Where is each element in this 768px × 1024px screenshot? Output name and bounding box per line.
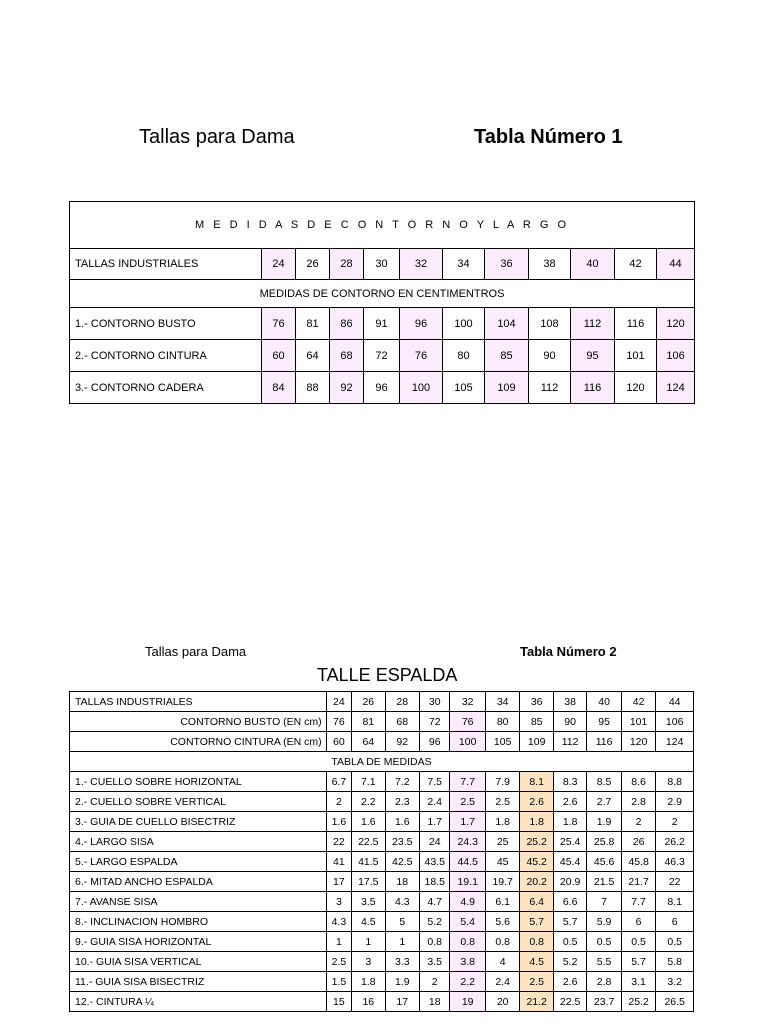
value-cell: 0.5	[621, 932, 655, 952]
table-row	[70, 712, 694, 732]
value-cell: 4.5	[352, 912, 385, 932]
value-cell: 81	[296, 308, 330, 340]
size-cell: 40	[571, 249, 615, 280]
row-label: 3.- GUIA DE CUELLO BISECTRIZ	[70, 812, 327, 832]
value-cell: 95	[587, 712, 621, 732]
value-cell: 5.4	[450, 912, 486, 932]
value-cell: 105	[443, 372, 485, 404]
value-cell: 112	[571, 308, 615, 340]
value-cell: 32	[450, 692, 486, 712]
value-cell: 2	[656, 812, 694, 832]
value-cell: 6.1	[485, 892, 519, 912]
value-cell: 45	[485, 852, 519, 872]
table-row	[70, 972, 694, 992]
value-cell: 5.5	[587, 952, 621, 972]
value-cell: 43.5	[420, 852, 450, 872]
value-cell: 25.2	[520, 832, 553, 852]
page-title-right: Tabla Número 1	[474, 126, 623, 148]
value-cell: 0.8	[520, 932, 553, 952]
value-cell: 4.5	[520, 952, 553, 972]
value-cell: 1	[385, 932, 419, 952]
value-cell: 112	[553, 732, 586, 752]
table-row	[70, 732, 694, 752]
value-cell: 6.6	[553, 892, 586, 912]
value-cell: 18	[420, 992, 450, 1012]
value-cell: 2.5	[520, 972, 553, 992]
value-cell: 1.8	[553, 812, 586, 832]
value-cell: 8.6	[621, 772, 655, 792]
value-cell: 105	[485, 732, 519, 752]
value-cell: 6	[621, 912, 655, 932]
size-cell: 34	[443, 249, 485, 280]
value-cell: 0.5	[553, 932, 586, 952]
value-cell: 26.5	[656, 992, 694, 1012]
value-cell: 6	[656, 912, 694, 932]
value-cell: 7.5	[420, 772, 450, 792]
value-cell: 19	[450, 992, 486, 1012]
size-cell: 38	[529, 249, 571, 280]
value-cell: 0.5	[656, 932, 694, 952]
value-cell: 76	[450, 712, 486, 732]
value-cell: 42.5	[385, 852, 419, 872]
value-cell: 5.7	[621, 952, 655, 972]
value-cell: 60	[326, 732, 351, 752]
row-label: 3.- CONTORNO CADERA	[70, 372, 262, 404]
value-cell: 23.5	[385, 832, 419, 852]
value-cell: 46.3	[656, 852, 694, 872]
section2-title-left: Tallas para Dama	[145, 644, 247, 659]
value-cell: 76	[400, 340, 443, 372]
value-cell: 41	[326, 852, 351, 872]
value-cell: 25.8	[587, 832, 621, 852]
value-cell: 1.8	[520, 812, 553, 832]
value-cell: 21.7	[621, 872, 655, 892]
value-cell: 116	[615, 308, 657, 340]
value-cell: 26.2	[656, 832, 694, 852]
value-cell: 1.6	[326, 812, 351, 832]
value-cell: 106	[657, 340, 695, 372]
value-cell: 112	[529, 372, 571, 404]
value-cell: 38	[553, 692, 586, 712]
value-cell: 45.2	[520, 852, 553, 872]
value-cell: 24.3	[450, 832, 486, 852]
size-cell: 36	[485, 249, 529, 280]
size-cell: 24	[262, 249, 296, 280]
value-cell: 3	[352, 952, 385, 972]
size-cell: 26	[296, 249, 330, 280]
value-cell: 4.9	[450, 892, 486, 912]
value-cell: 22.5	[352, 832, 385, 852]
value-cell: 25.2	[621, 992, 655, 1012]
value-cell: 3.3	[385, 952, 419, 972]
value-cell: 15	[326, 992, 351, 1012]
value-cell: 17	[385, 992, 419, 1012]
value-cell: 106	[656, 712, 694, 732]
value-cell: 17	[326, 872, 351, 892]
value-cell: 101	[615, 340, 657, 372]
value-cell: 6.4	[520, 892, 553, 912]
value-cell: 1.9	[385, 972, 419, 992]
size-cell: 30	[364, 249, 400, 280]
value-cell: 40	[587, 692, 621, 712]
row-label: 4.- LARGO SISA	[70, 832, 327, 852]
value-cell: 68	[385, 712, 419, 732]
value-cell: 21.5	[587, 872, 621, 892]
size-cell: 44	[657, 249, 695, 280]
value-cell: 22	[326, 832, 351, 852]
value-cell: 120	[657, 308, 695, 340]
value-cell: 84	[262, 372, 296, 404]
value-cell: 0.8	[420, 932, 450, 952]
table-row	[70, 792, 694, 812]
value-cell: 100	[450, 732, 486, 752]
value-cell: 109	[485, 372, 529, 404]
value-cell: 2.7	[587, 792, 621, 812]
section2-center-title: TALLE ESPALDA	[317, 665, 458, 685]
value-cell: 45.6	[587, 852, 621, 872]
table-row	[70, 372, 695, 404]
value-cell: 0.8	[450, 932, 486, 952]
value-cell: 7	[587, 892, 621, 912]
value-cell: 96	[364, 372, 400, 404]
value-cell: 18	[385, 872, 419, 892]
value-cell: 3.5	[352, 892, 385, 912]
value-cell: 4.7	[420, 892, 450, 912]
value-cell: 76	[262, 308, 296, 340]
value-cell: 3.1	[621, 972, 655, 992]
value-cell: 3.2	[656, 972, 694, 992]
value-cell: 8.5	[587, 772, 621, 792]
value-cell: 5.7	[553, 912, 586, 932]
row-label: 9.- GUIA SISA HORIZONTAL	[70, 932, 327, 952]
value-cell: 2	[621, 812, 655, 832]
table-row	[70, 872, 694, 892]
value-cell: 2.4	[420, 792, 450, 812]
value-cell: 7.9	[485, 772, 519, 792]
value-cell: 1.7	[450, 812, 486, 832]
table2-sizes-row	[70, 692, 694, 712]
value-cell: 25.4	[553, 832, 586, 852]
value-cell: 85	[520, 712, 553, 732]
value-cell: 41.5	[352, 852, 385, 872]
value-cell: 5	[385, 912, 419, 932]
table-row	[70, 308, 695, 340]
value-cell: 4.3	[326, 912, 351, 932]
value-cell: 2.6	[553, 972, 586, 992]
size-cell: 32	[400, 249, 443, 280]
back-measurements-table	[69, 691, 694, 1012]
row-label: 7.- AVANSE SISA	[70, 892, 327, 912]
value-cell: 7.1	[352, 772, 385, 792]
value-cell: 4.3	[385, 892, 419, 912]
row-label: 2.- CUELLO SOBRE VERTICAL	[70, 792, 327, 812]
table-row	[70, 340, 695, 372]
row-label: 5.- LARGO ESPALDA	[70, 852, 327, 872]
value-cell: 5.2	[420, 912, 450, 932]
value-cell: 3.5	[420, 952, 450, 972]
row-label: 1.- CONTORNO BUSTO	[70, 308, 262, 340]
row-label: CONTORNO CINTURA (EN cm)	[70, 732, 327, 752]
table-row	[70, 952, 694, 972]
value-cell: 88	[296, 372, 330, 404]
value-cell: 95	[571, 340, 615, 372]
value-cell: 120	[615, 372, 657, 404]
value-cell: 96	[420, 732, 450, 752]
value-cell: 25	[485, 832, 519, 852]
value-cell: 85	[485, 340, 529, 372]
value-cell: 92	[330, 372, 364, 404]
table-row	[70, 912, 694, 932]
value-cell: 72	[420, 712, 450, 732]
value-cell: 2.6	[553, 792, 586, 812]
row-label: CONTORNO BUSTO (EN cm)	[70, 712, 327, 732]
value-cell: 28	[385, 692, 419, 712]
value-cell: 20	[485, 992, 519, 1012]
value-cell: 2	[326, 792, 351, 812]
value-cell: 5.9	[587, 912, 621, 932]
value-cell: 1	[352, 932, 385, 952]
page-title-left: Tallas para Dama	[139, 126, 295, 148]
value-cell: 96	[400, 308, 443, 340]
value-cell: 16	[352, 992, 385, 1012]
value-cell: 1	[326, 932, 351, 952]
contour-measurements-table	[69, 201, 695, 404]
table-row	[70, 852, 694, 872]
row-label: 1.- CUELLO SOBRE HORIZONTAL	[70, 772, 327, 792]
value-cell: 8.1	[520, 772, 553, 792]
value-cell: 2.2	[450, 972, 486, 992]
value-cell: 18.5	[420, 872, 450, 892]
table2-subheading: TABLA DE MEDIDAS	[70, 752, 694, 772]
value-cell: 2.5	[326, 952, 351, 972]
value-cell: 17.5	[352, 872, 385, 892]
row-label: 6.- MITAD ANCHO ESPALDA	[70, 872, 327, 892]
value-cell: 124	[657, 372, 695, 404]
value-cell: 7.7	[621, 892, 655, 912]
value-cell: 22	[656, 872, 694, 892]
value-cell: 90	[529, 340, 571, 372]
value-cell: 80	[485, 712, 519, 732]
value-cell: 34	[485, 692, 519, 712]
value-cell: 26	[621, 832, 655, 852]
value-cell: 0.5	[587, 932, 621, 952]
table-row	[70, 932, 694, 952]
value-cell: 23.7	[587, 992, 621, 1012]
value-cell: 5.6	[485, 912, 519, 932]
value-cell: 42	[621, 692, 655, 712]
table-row	[70, 772, 694, 792]
value-cell: 20.2	[520, 872, 553, 892]
row-label: 2.- CONTORNO CINTURA	[70, 340, 262, 372]
value-cell: 124	[656, 732, 694, 752]
size-cell: 28	[330, 249, 364, 280]
value-cell: 5.7	[520, 912, 553, 932]
size-cell: 42	[615, 249, 657, 280]
value-cell: 108	[529, 308, 571, 340]
value-cell: 5.2	[553, 952, 586, 972]
value-cell: 72	[364, 340, 400, 372]
value-cell: 8.3	[553, 772, 586, 792]
value-cell: 2	[420, 972, 450, 992]
value-cell: 19.7	[485, 872, 519, 892]
value-cell: 1.7	[420, 812, 450, 832]
value-cell: 2.2	[352, 792, 385, 812]
table-row	[70, 992, 694, 1012]
value-cell: 21.2	[520, 992, 553, 1012]
value-cell: 86	[330, 308, 364, 340]
value-cell: 109	[520, 732, 553, 752]
value-cell: 8.8	[656, 772, 694, 792]
value-cell: 3	[326, 892, 351, 912]
value-cell: 7.7	[450, 772, 486, 792]
value-cell: 2.4	[485, 972, 519, 992]
value-cell: 100	[400, 372, 443, 404]
table1-subheading: MEDIDAS DE CONTORNO EN CENTIMENTROS	[70, 280, 695, 308]
value-cell: 30	[420, 692, 450, 712]
value-cell: 24	[420, 832, 450, 852]
table-row	[70, 832, 694, 852]
value-cell: 100	[443, 308, 485, 340]
row-label: TALLAS INDUSTRIALES	[70, 692, 327, 712]
value-cell: 120	[621, 732, 655, 752]
value-cell: 80	[443, 340, 485, 372]
value-cell: 60	[262, 340, 296, 372]
value-cell: 45.4	[553, 852, 586, 872]
value-cell: 3.8	[450, 952, 486, 972]
value-cell: 68	[330, 340, 364, 372]
value-cell: 24	[326, 692, 351, 712]
value-cell: 64	[296, 340, 330, 372]
value-cell: 44	[656, 692, 694, 712]
value-cell: 2.3	[385, 792, 419, 812]
value-cell: 104	[485, 308, 529, 340]
value-cell: 2.6	[520, 792, 553, 812]
value-cell: 116	[587, 732, 621, 752]
row-label: 12.- CINTURA ¼	[70, 992, 327, 1012]
value-cell: 64	[352, 732, 385, 752]
value-cell: 19.1	[450, 872, 486, 892]
row-label: 8.- INCLINACION HOMBRO	[70, 912, 327, 932]
table1-sizes-row	[70, 249, 695, 280]
table1-sizes-label: TALLAS INDUSTRIALES	[70, 249, 262, 280]
table1-heading: M E D I D A S D E C O N T O R N O Y L A R G O	[70, 202, 695, 249]
value-cell: 1.6	[352, 812, 385, 832]
value-cell: 90	[553, 712, 586, 732]
value-cell: 2.8	[621, 792, 655, 812]
value-cell: 91	[364, 308, 400, 340]
value-cell: 76	[326, 712, 351, 732]
value-cell: 45.8	[621, 852, 655, 872]
table-row	[70, 892, 694, 912]
value-cell: 1.5	[326, 972, 351, 992]
value-cell: 0.8	[485, 932, 519, 952]
value-cell: 20.9	[553, 872, 586, 892]
value-cell: 6.7	[326, 772, 351, 792]
value-cell: 8.1	[656, 892, 694, 912]
value-cell: 2.9	[656, 792, 694, 812]
value-cell: 1.9	[587, 812, 621, 832]
value-cell: 26	[352, 692, 385, 712]
value-cell: 2.8	[587, 972, 621, 992]
value-cell: 7.2	[385, 772, 419, 792]
value-cell: 1.8	[485, 812, 519, 832]
value-cell: 116	[571, 372, 615, 404]
value-cell: 81	[352, 712, 385, 732]
table-row	[70, 812, 694, 832]
value-cell: 101	[621, 712, 655, 732]
value-cell: 5.8	[656, 952, 694, 972]
section2-title-right: Tabla Número 2	[520, 644, 617, 659]
row-label: 10.- GUIA SISA VERTICAL	[70, 952, 327, 972]
value-cell: 1.6	[385, 812, 419, 832]
value-cell: 44.5	[450, 852, 486, 872]
row-label: 11.- GUIA SISA BISECTRIZ	[70, 972, 327, 992]
value-cell: 36	[520, 692, 553, 712]
value-cell: 22.5	[553, 992, 586, 1012]
value-cell: 2.5	[485, 792, 519, 812]
value-cell: 92	[385, 732, 419, 752]
value-cell: 2.5	[450, 792, 486, 812]
value-cell: 1.8	[352, 972, 385, 992]
value-cell: 4	[485, 952, 519, 972]
